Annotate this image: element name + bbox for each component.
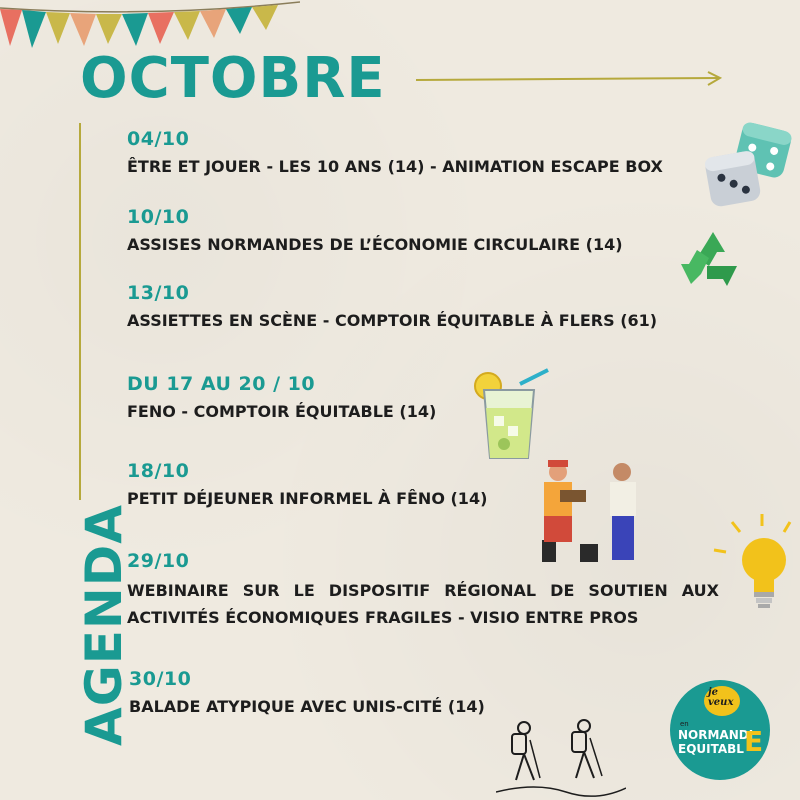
event-item xyxy=(127,282,657,330)
event-date: 30/10 xyxy=(129,668,192,690)
hikers-icon xyxy=(496,718,626,798)
event-date: 10/10 xyxy=(127,206,190,228)
event-title: FENO - COMPTOIR ÉQUITABLE (14) xyxy=(127,402,437,421)
lightbulb-icon xyxy=(712,512,796,616)
people-icon xyxy=(530,458,650,568)
logo-je: je xyxy=(708,687,718,698)
event-date: 04/10 xyxy=(127,128,190,150)
event-title xyxy=(127,577,719,631)
event-title: PETIT DÉJEUNER INFORMEL À FÊNO (14) xyxy=(127,489,488,508)
timeline-line xyxy=(79,123,81,500)
event-title: ASSISES NORMANDES DE L’ÉCONOMIE CIRCULAIRE (14) xyxy=(127,235,623,254)
event-item xyxy=(127,128,663,176)
agenda-label: AGENDA xyxy=(75,504,133,746)
event-date: 18/10 xyxy=(127,460,190,482)
event-title: ÊTRE ET JOUER - LES 10 ANS (14) - ANIMATION ESCAPE BOX xyxy=(127,157,663,176)
event-date: 13/10 xyxy=(127,282,190,304)
logo-en: en xyxy=(680,720,689,728)
event-title: ASSIETTES EN SCÈNE - COMPTOIR ÉQUITABLE À FLERS (61) xyxy=(127,311,658,330)
logo-big-letter: E xyxy=(744,725,764,758)
normandie-equitable-logo xyxy=(670,680,770,780)
event-item xyxy=(127,460,487,508)
logo-line2: EQUITABL xyxy=(678,742,744,756)
event-item xyxy=(127,206,623,254)
event-item xyxy=(127,373,436,421)
recycle-icon xyxy=(677,226,749,298)
bunting-decoration xyxy=(0,0,300,52)
event-title-line: ACTIVITÉS ÉCONOMIQUES FRAGILES - VISIO ENTRE PROS xyxy=(127,608,639,627)
event-item xyxy=(129,668,485,716)
logo-line1: NORMANDI xyxy=(678,728,754,742)
month-title: OCTOBRE xyxy=(80,46,386,111)
lemonade-icon xyxy=(468,364,552,464)
event-title: BALADE ATYPIQUE AVEC UNIS-CITÉ (14) xyxy=(129,697,485,716)
arrow-right-icon xyxy=(416,70,726,90)
logo-text xyxy=(708,688,733,708)
logo-veux: veux xyxy=(708,697,734,708)
event-date: DU 17 AU 20 / 10 xyxy=(127,373,316,395)
dice-icon xyxy=(702,118,798,210)
event-date: 29/10 xyxy=(127,550,190,572)
event-title-line: WEBINAIRE SUR LE DISPOSITIF RÉGIONAL DE SOUTIEN AUX xyxy=(127,581,719,600)
